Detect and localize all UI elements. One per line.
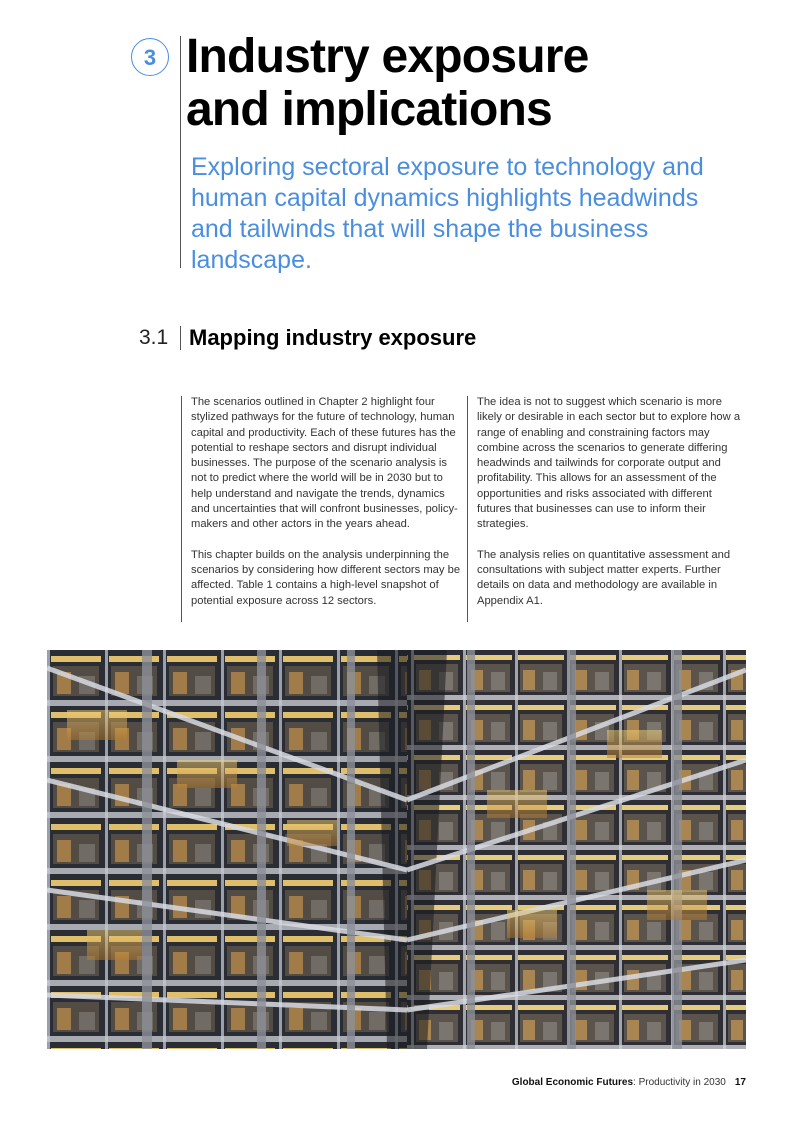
- chapter-divider: [180, 36, 181, 268]
- chapter-subtitle: Exploring sectoral exposure to technology and human capital dynamics highlights headwinds and tailwinds that will shape the business landscape.: [191, 153, 704, 274]
- footer-subtitle: Productivity in 2030: [638, 1077, 726, 1088]
- column-divider-right: [467, 396, 468, 622]
- chapter-badge: 3: [131, 38, 169, 76]
- chapter-title-line2: and implications: [186, 83, 552, 136]
- column-divider-left: [181, 396, 182, 622]
- paragraph: The idea is not to suggest which scenario is more likely or desirable in each sector but to explore how a range of enabling and constraining factors may combine across the scenarios to generate differing headwinds and tailwinds for corporate output and profitability. This allows for an assessment of the opportunities and risks associated with different futures that businesses can use to inform their strategies.: [477, 396, 741, 531]
- body-column-left: [191, 395, 463, 624]
- paragraph: This chapter builds on the analysis underpinning the scenarios by considering how different sectors may be affected. Table 1 contains a high-level snapshot of potential exposure across 12 sectors.: [191, 548, 461, 607]
- office-building-photo: [47, 650, 746, 1049]
- body-column-right: [477, 395, 747, 624]
- section-number: 3.1: [139, 326, 169, 349]
- section-title: Mapping industry exposure: [189, 325, 477, 350]
- chapter-title-line1: Industry exposure: [186, 30, 589, 83]
- footer-separator: :: [633, 1077, 639, 1088]
- chapter-title: [186, 30, 746, 136]
- page-number: 17: [734, 1077, 746, 1088]
- section-divider: [180, 326, 181, 350]
- paragraph: The scenarios outlined in Chapter 2 highlight four stylized pathways for the future of technology, human capital and productivity. Each of these futures has the potential to reshape sectors and disrupt individual businesses. The purpose of the scenario analysis is not to predict where the world will be in 2030 but to help understand and navigate the trends, dynamics and uncertainties that will confront businesses, policy-makers and other actors in the years ahead.: [191, 396, 458, 531]
- paragraph: The analysis relies on quantitative assessment and consultations with subject matter experts. Further details on data and methodology are available in Appendix A1.: [477, 548, 731, 607]
- page-footer: [512, 1076, 746, 1090]
- footer-publication: Global Economic Futures: [511, 1077, 634, 1088]
